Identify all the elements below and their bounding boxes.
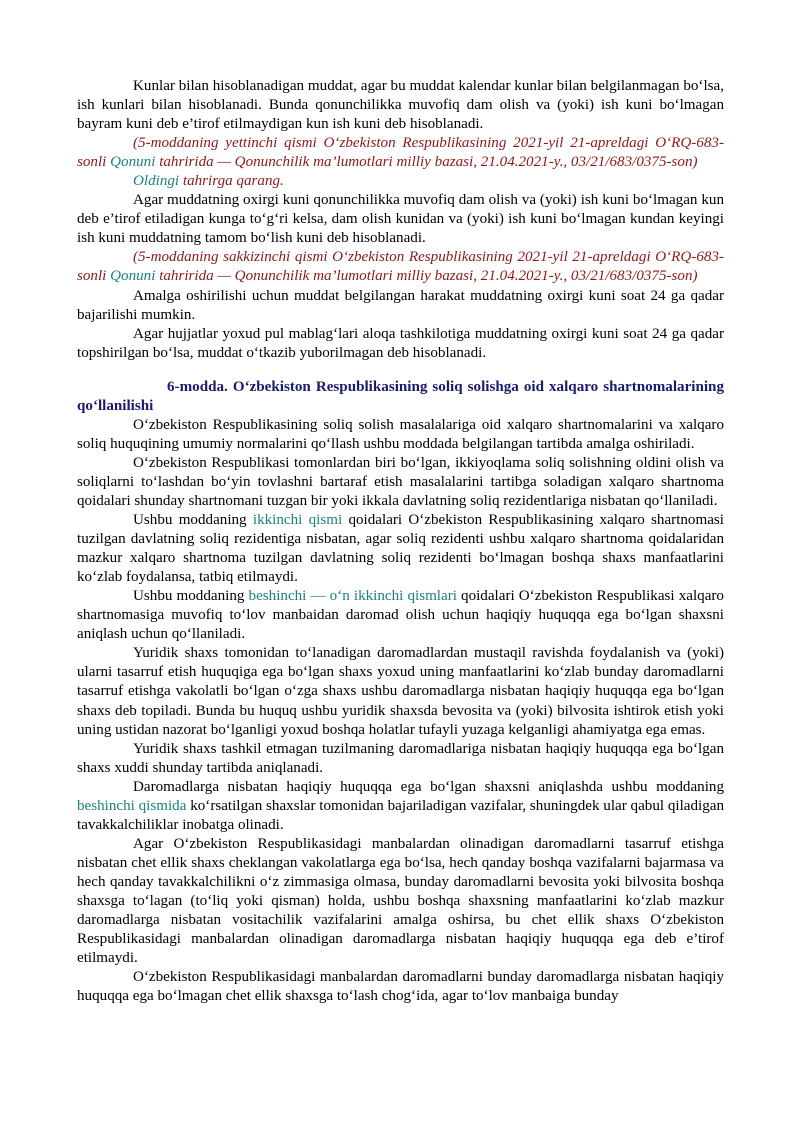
law-link[interactable]: Qonuni bbox=[110, 154, 156, 171]
paragraph: O‘zbekiston Respublikasining soliq solish masalalariga oid xalqaro shartnomalarini va xalqaro soliq huquqining umumiy normalarini qo‘llash ushbu moddada belgilangan tartibda amalga oshiriladi. bbox=[77, 416, 724, 452]
paragraph-text: qoidalari O‘zbekiston Respublikasi xalqaro shartnomasiga muvofiq to‘lov manbaidan daromad olish uchun haqiqiy huquqqa ega bo‘lgan shaxsni aniqlash uchun qo‘llaniladi. bbox=[77, 588, 724, 643]
paragraph: Amalga oshirilishi uchun muddat belgilangan harakat muddatning oxirgi kuni soat 24 ga qadar bajarilishi mumkin. bbox=[77, 287, 724, 323]
paragraph bbox=[77, 511, 724, 587]
paragraph bbox=[77, 587, 724, 644]
cross-reference-link[interactable]: ikkinchi qismi bbox=[252, 512, 343, 529]
paragraph bbox=[77, 778, 724, 835]
amendment-text: (5-moddaning yettinchi qismi O‘zbekiston Respublikasining 2021-yil 21-apreldagi O‘RQ-683-sonli bbox=[77, 135, 724, 171]
paragraph-text: Daromadlarga nisbatan haqiqiy huquqqa ega bo‘lgan shaxsni aniqlashda ushbu moddaning bbox=[133, 778, 724, 795]
law-link[interactable]: Qonuni bbox=[110, 268, 156, 285]
paragraph: O‘zbekiston Respublikasi tomonlardan biri bo‘lgan, ikkiyoqlama soliq solishning oldini olish va soliqlarni to‘lashdan bo‘yin tovlashni bartaraf etish masalalarini tartibga soladigan xalqaro shartnoma qoidalari shunday shartnomani tuzgan bir yoki ikkala davlatning soliq rezidentlariga nisbatan qo‘llaniladi. bbox=[77, 454, 724, 509]
amendment-text: (5-moddaning sakkizinchi qismi O‘zbekiston Respublikasining 2021-yil 21-apreldagi O‘RQ-683-sonli bbox=[77, 249, 724, 285]
amendment-note bbox=[77, 134, 724, 172]
paragraph: Yuridik shaxs tashkil etmagan tuzilmaning daromadlariga nisbatan haqiqiy huquqqa ega bo‘lgan shaxs xuddi shunday tartibda aniqlanadi. bbox=[77, 740, 724, 776]
paragraph-text: Ushbu moddaning bbox=[133, 512, 253, 529]
paragraph-text: qoidalari O‘zbekiston Respublikasining xalqaro shartnomasi tuzilgan davlatning soliq rezidentiga nisbatan, agar soliq rezidenti ushbu xalqaro shartnoma qoidalaridan mazkur xalqaro shartnoma tuzilgan davlatning soliq rezidenti bo‘lmagan boshqa shaxs manfaatlarini ko‘zlab foydalansa, tatbiq etilmaydi. bbox=[77, 512, 724, 586]
paragraph: Agar muddatning oxirgi kuni qonunchilikka muvofiq dam olish va (yoki) ish kuni bo‘lmagan kun deb e’tirof etiladigan kunga to‘g‘ri kelsa, dam olish kunidan va (yoki) ish kuni bo‘lmagan kundan keyingi ish kuni muddatning tamom bo‘lish kuni deb hisoblanadi. bbox=[77, 192, 724, 247]
document-page bbox=[77, 77, 724, 1006]
previous-version-note bbox=[77, 172, 724, 191]
previous-version-text: tahrirga qarang. bbox=[179, 173, 284, 190]
paragraph-text: ko‘rsatilgan shaxslar tomonidan bajariladigan vazifalar, shuningdek ular qabul qiladigan tavakkalchiliklar inobatga olinadi. bbox=[77, 797, 724, 833]
paragraph: Yuridik shaxs tomonidan to‘lanadigan daromadlardan mustaqil ravishda foydalanish va (yoki) ularni tasarruf etish huquqiga ega bo‘lgan shaxs yoxud uning manfaatlarini ko‘zlab bunday daromadlarni tasarruf etishga vakolatli bo‘lgan o‘zga shaxs ushbu daromadlarga nisbatan haqiqiy huquqqa ega bo‘lgan shaxs deb topiladi. Bunda bu huquq ushbu yuridik shaxsda bevosita va (yoki) bilvosita ishtirok etish yoki uning ustidan nazorat bo‘lganligi yoxud boshqa holatlar tufayli yuzaga kelganligi ahamiyatga ega emas. bbox=[77, 645, 724, 738]
cross-reference-link[interactable]: beshinchi qismida bbox=[77, 797, 187, 814]
paragraph: Kunlar bilan hisoblanadigan muddat, agar bu muddat kalendar kunlar bilan belgilanmagan bo‘lsa, ish kunlari bilan hisoblanadi. Bunda qonunchilikka muvofiq dam olish va (yoki) ish kuni bo‘lmagan bayram kuni deb e’tirof etilmaydigan kun ish kuni deb hisoblanadi. bbox=[77, 78, 724, 133]
paragraph: Agar hujjatlar yoxud pul mablag‘lari aloqa tashkilotiga muddatning oxirgi kuni soat 24 ga qadar topshirilgan bo‘lsa, muddat o‘tkazib yuborilmagan deb hisoblanadi. bbox=[77, 325, 724, 361]
amendment-text: tahririda — Qonunchilik ma’lumotlari milliy bazasi, 21.04.2021-y., 03/21/683/0375-son) bbox=[155, 154, 698, 171]
amendment-note bbox=[77, 248, 724, 286]
paragraph-text: Ushbu moddaning bbox=[133, 588, 249, 605]
previous-version-link[interactable]: Oldingi bbox=[133, 173, 180, 190]
article-heading: 6-modda. O‘zbekiston Respublikasining soliq solishga oid xalqaro shartnomalarining qo‘llanilishi bbox=[77, 378, 724, 414]
amendment-text: tahririda — Qonunchilik ma’lumotlari milliy bazasi, 21.04.2021-y., 03/21/683/0375-son) bbox=[155, 268, 698, 285]
cross-reference-link[interactable]: beshinchi — o‘n ikkinchi qismlari bbox=[248, 588, 457, 605]
paragraph: Agar O‘zbekiston Respublikasidagi manbalardan olinadigan daromadlarni tasarruf etishga nisbatan chet ellik shaxs cheklangan vakolatlarga ega bo‘lsa, hech qanday boshqa vazifalarni bajarmasa va hech qanday tavakkalchilikni o‘z zimmasiga olmasa, bunday daromadlarni bevosita yoki bilvosita boshqa shaxsga to‘lagan (to‘liq yoki qisman) holda, ushbu boshqa shaxsning manfaatlarini ko‘zlab mazkur daromadlarga nisbatan vositachilik vazifalarini amalga oshirsa, bu chet ellik shaxs O‘zbekiston Respublikasidagi manbalardan olinadigan daromadlarga nisbatan haqiqiy huquqqa ega deb e’tirof etilmaydi. bbox=[77, 835, 724, 967]
paragraph: O‘zbekiston Respublikasidagi manbalardan daromadlarni bunday daromadlarga nisbatan haqiqiy huquqqa ega bo‘lmagan chet ellik shaxsga to‘lash chog‘ida, agar to‘lov manbaiga bunday bbox=[77, 969, 724, 1005]
